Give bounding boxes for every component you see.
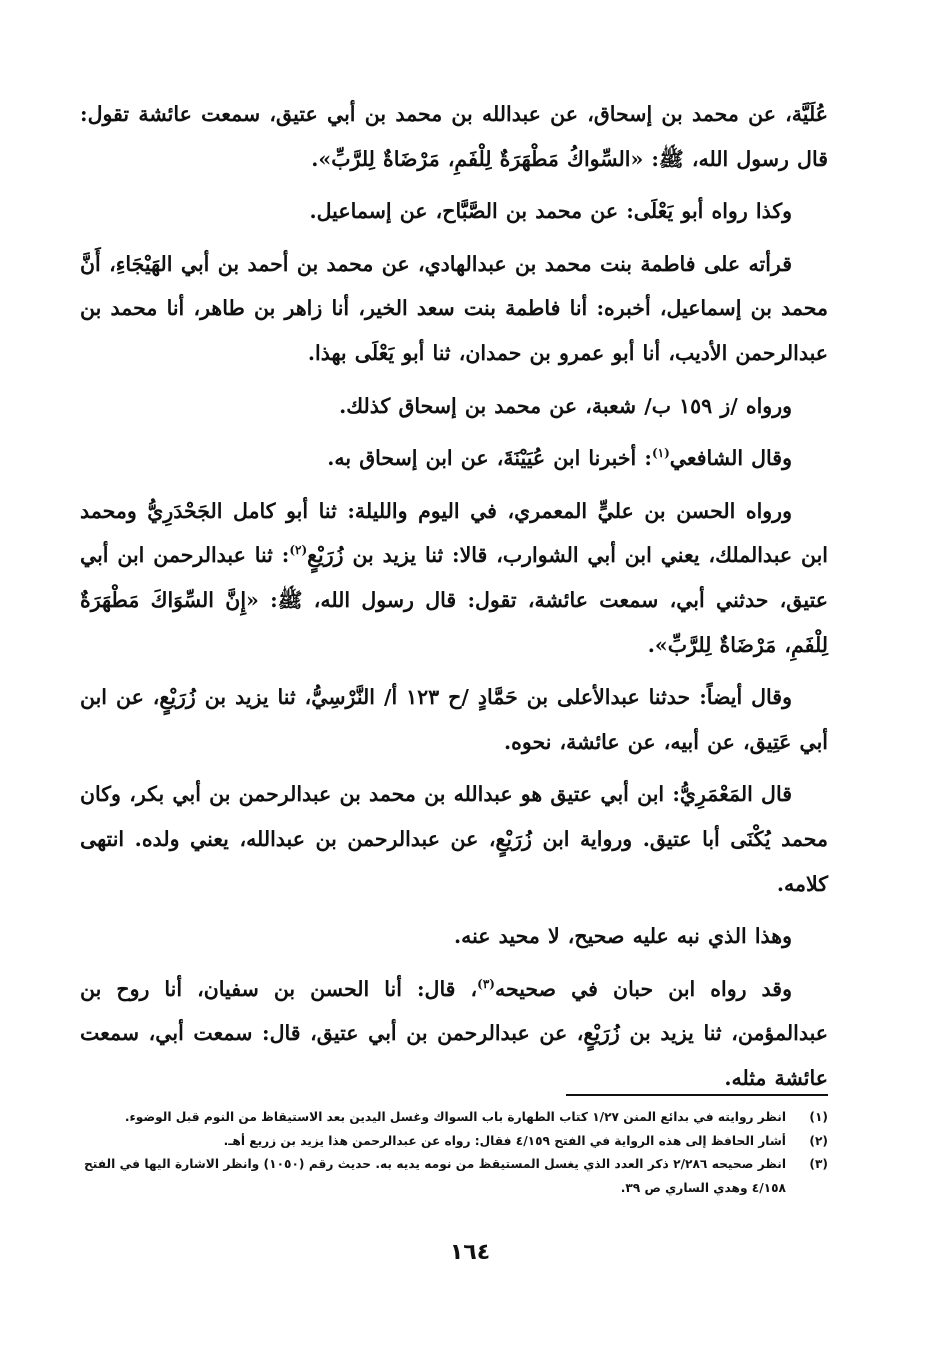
footnote-mark-1: (١): [651, 446, 670, 461]
paragraph-5: [80, 436, 828, 481]
ibnhibban-rest: ، قال: أنا الحسن بن سفيان، أنا روح بن عبدالمؤمن، ثنا يزيد بن زُرَيْعٍ، عن عبدالرحمن بن أبي عتيق، قال: سمعت أبي، سمعت عائشة مثله.: [80, 976, 828, 1090]
footnote-number: (١): [809, 1110, 828, 1124]
footnote-2: [84, 1130, 828, 1154]
footnotes: [84, 1106, 828, 1200]
paragraph-8: قال المَعْمَرِيُّ: ابن أبي عتيق هو عبدالله بن محمد بن عبدالرحمن بن أبي بكر، وكان محمد يُكْنَى أبا عتيق. ورواية ابن زُرَيْعٍ، عن عبدالرحمن بن عبدالله، يعني ولده. انتهى كلامه.: [80, 782, 828, 896]
footnote-text: انظر صحيحه ٢/٢٨٦ ذكر العدد الذي يغسل المستيقظ من نومه يديه به. حديث رقم (١٠٥٠) وانظر الاشارة اليها في الفتح ٤/١٥٨ وهدي الساري ص ٣٩.: [84, 1157, 786, 1195]
footnote-1: [84, 1106, 828, 1130]
paragraph-7: وقال أيضاً: حدثنا عبدالأعلى بن حَمَّادٍ /ح ١٢٣ أ/ النَّرْسِيُّ، ثنا يزيد بن زُرَيْعٍ، عن ابن أبي عَتِيق، عن أبيه، عن عائشة، نحوه.: [80, 685, 828, 754]
paragraph-3: قرأته على فاطمة بنت محمد بن عبدالهادي، عن محمد بن أحمد بن أبي الهَيْجَاءِ، أَنَّ محمد بن إسماعيل، أخبره: أنا فاطمة بنت سعد الخير، أنا زاهر بن طاهر، أنا محمد بن عبدالرحمن الأديب، أنا أبو عمرو بن حمدان، ثنا أبو يَعْلَى بهذا.: [80, 251, 828, 365]
footnote-number: (٢): [809, 1133, 828, 1148]
footnote-mark-2: (٢): [289, 543, 308, 558]
footnote-text: أشار الحافظ إلى هذه الرواية في الفتح ٤/١٥٩ فقال: رواه عن عبدالرحمن هذا يزيد بن زريع أهـ.: [223, 1133, 786, 1148]
paragraph-9: وهذا الذي نبه عليه صحيح، لا محيد عنه.: [453, 924, 792, 949]
paragraph-4: ورواه /ز ١٥٩ ب/ شعبة، عن محمد بن إسحاق كذلك.: [339, 393, 792, 418]
muammari-lead: ورواه الحسن بن عليٍّ المعمري، في اليوم والليلة: ثنا أبو كامل الجَحْدَرِيُّ ومحمد ابن عبدالملك، يعني ابن أبي الشوارب، قالا: ثنا يزيد بن زُرَيْعٍ: [80, 498, 829, 568]
shafii-lead: وقال الشافعي: [669, 446, 792, 471]
footnote-number: (٣): [809, 1157, 828, 1171]
footnote-text: انظر روايته في بدائع المنن ١/٢٧ كتاب الطهارة باب السواك وغسل اليدين بعد الاستيقاظ من النوم قبل الوضوء.: [124, 1110, 786, 1124]
muammari-rest: : ثنا عبدالرحمن ابن أبي عتيق، حدثني أبي، سمعت عائشة، تقول: قال رسول الله، ﷺ: «إِنَّ السِّوَاكَ مَطْهَرَةٌ لِلْفَمِ، مَرْضَاةٌ لِلرَّبِّ».: [80, 543, 828, 657]
shafii-rest: : أخبرنا ابن عُيَيْنَةَ، عن ابن إسحاق به.: [327, 446, 652, 471]
page-number: ١٦٤: [449, 1240, 491, 1265]
main-text: [80, 92, 828, 1108]
footnote-3: [84, 1153, 828, 1200]
paragraph-1: عُلَيَّة، عن محمد بن إسحاق، عن عبدالله بن محمد بن أبي عتيق، سمعت عائشة تقول: قال رسول الله، ﷺ: «السِّواكُ مَطْهَرَةٌ لِلْفَمِ، مَرْضَاةٌ لِلرَّبِّ».: [80, 102, 828, 171]
ibnhibban-lead: وقد رواه ابن حبان في صحيحه: [494, 976, 793, 1001]
footnote-divider: [566, 1094, 828, 1096]
footnote-mark-3: (٣): [477, 976, 495, 991]
paragraph-2: وكذا رواه أبو يَعْلَى: عن محمد بن الصَّبَّاح، عن إسماعيل.: [309, 199, 792, 224]
paragraph-6: [80, 489, 828, 667]
paragraph-10: [80, 967, 828, 1101]
